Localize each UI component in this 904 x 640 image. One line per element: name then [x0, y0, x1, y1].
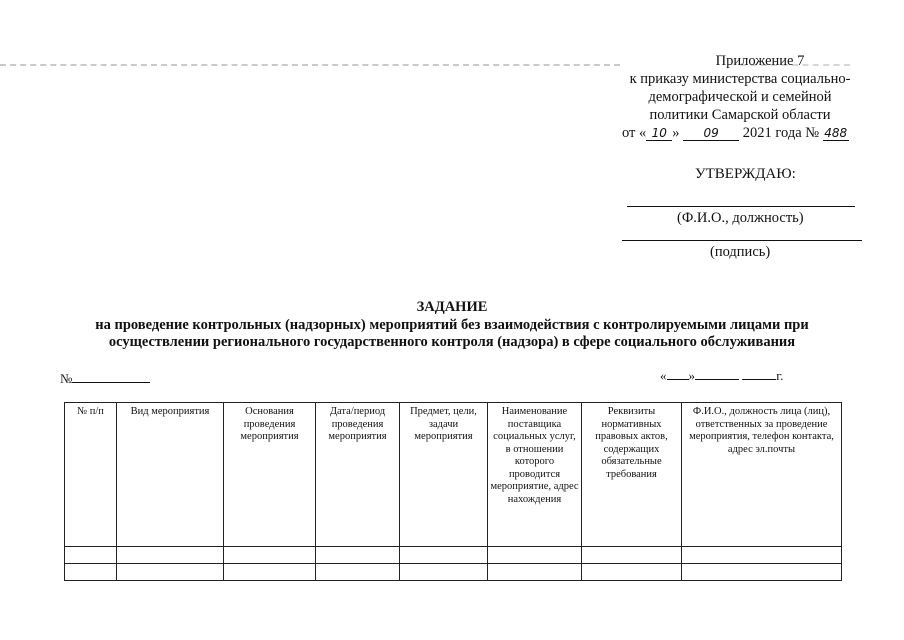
task-number-field	[60, 370, 150, 387]
task-date-field	[660, 367, 783, 384]
table-cell	[400, 547, 488, 564]
column-header: Основания проведения мероприятия	[224, 403, 316, 547]
document-subtitle-line2: осуществлении регионального государственного контроля (надзора) в сфере социального обслуживания	[108, 334, 796, 350]
appendix-line: демографической и семейной	[648, 89, 832, 105]
column-header: Вид мероприятия	[117, 403, 224, 547]
date-prefix: от «	[622, 125, 647, 141]
column-header: № п/п	[65, 403, 117, 547]
signature-label: (подпись)	[710, 244, 771, 260]
task-table	[64, 402, 842, 581]
date-year: 2021 года №	[742, 125, 820, 141]
table-cell	[224, 564, 316, 581]
table-header-row	[65, 403, 842, 547]
table-cell	[65, 547, 117, 564]
signature-line	[622, 240, 862, 241]
number-label: №	[60, 371, 73, 386]
table-cell	[488, 564, 582, 581]
name-position-line	[627, 206, 855, 207]
column-header: Предмет, цели, задачи мероприятия	[400, 403, 488, 547]
table-cell	[65, 564, 117, 581]
date-open-quote: «	[660, 368, 667, 383]
table-cell	[117, 547, 224, 564]
appendix-line: политики Самарской области	[649, 107, 831, 123]
table-cell	[316, 564, 400, 581]
appendix-number: Приложение 7	[715, 53, 805, 69]
table-cell	[117, 564, 224, 581]
handwritten-order-number: 488	[824, 126, 848, 140]
table-cell	[682, 564, 842, 581]
table-cell	[224, 547, 316, 564]
column-header: Ф.И.О., должность лица (лиц), ответственных за проведение мероприятия, телефон контакта, адрес эл.почты	[682, 403, 842, 547]
year-suffix: г.	[776, 368, 784, 383]
document-title: ЗАДАНИЕ	[416, 299, 488, 315]
appendix-header	[600, 52, 880, 142]
table-cell	[400, 564, 488, 581]
table-cell	[488, 547, 582, 564]
handwritten-day: 10	[646, 126, 672, 141]
table-row	[65, 564, 842, 581]
table-row	[65, 547, 842, 564]
table-cell	[582, 564, 682, 581]
scan-artifact-line	[0, 64, 620, 66]
name-position-label: (Ф.И.О., должность)	[677, 210, 804, 226]
column-header: Наименование поставщика социальных услуг, в отношении которого проводится мероприятие, адрес нахождения	[488, 403, 582, 547]
date-close-quote: »	[688, 368, 695, 383]
column-header: Реквизиты нормативных правовых актов, содержащих обязательные требования	[582, 403, 682, 547]
date-mid: »	[672, 125, 680, 141]
approval-title: УТВЕРЖДАЮ:	[695, 166, 796, 182]
day-underline	[667, 367, 689, 380]
table-cell	[682, 547, 842, 564]
order-date-line	[600, 124, 880, 142]
column-header: Дата/период проведения мероприятия	[316, 403, 400, 547]
table-cell	[582, 547, 682, 564]
month-underline	[695, 367, 739, 380]
year-underline	[742, 367, 776, 380]
handwritten-month: 09	[683, 126, 739, 141]
table-cell	[316, 547, 400, 564]
document-subtitle-line1: на проведение контрольных (надзорных) мероприятий без взаимодействия с контролируемыми лицами при	[95, 317, 809, 333]
appendix-line: к приказу министерства социально-	[629, 71, 851, 87]
number-underline	[72, 370, 150, 383]
